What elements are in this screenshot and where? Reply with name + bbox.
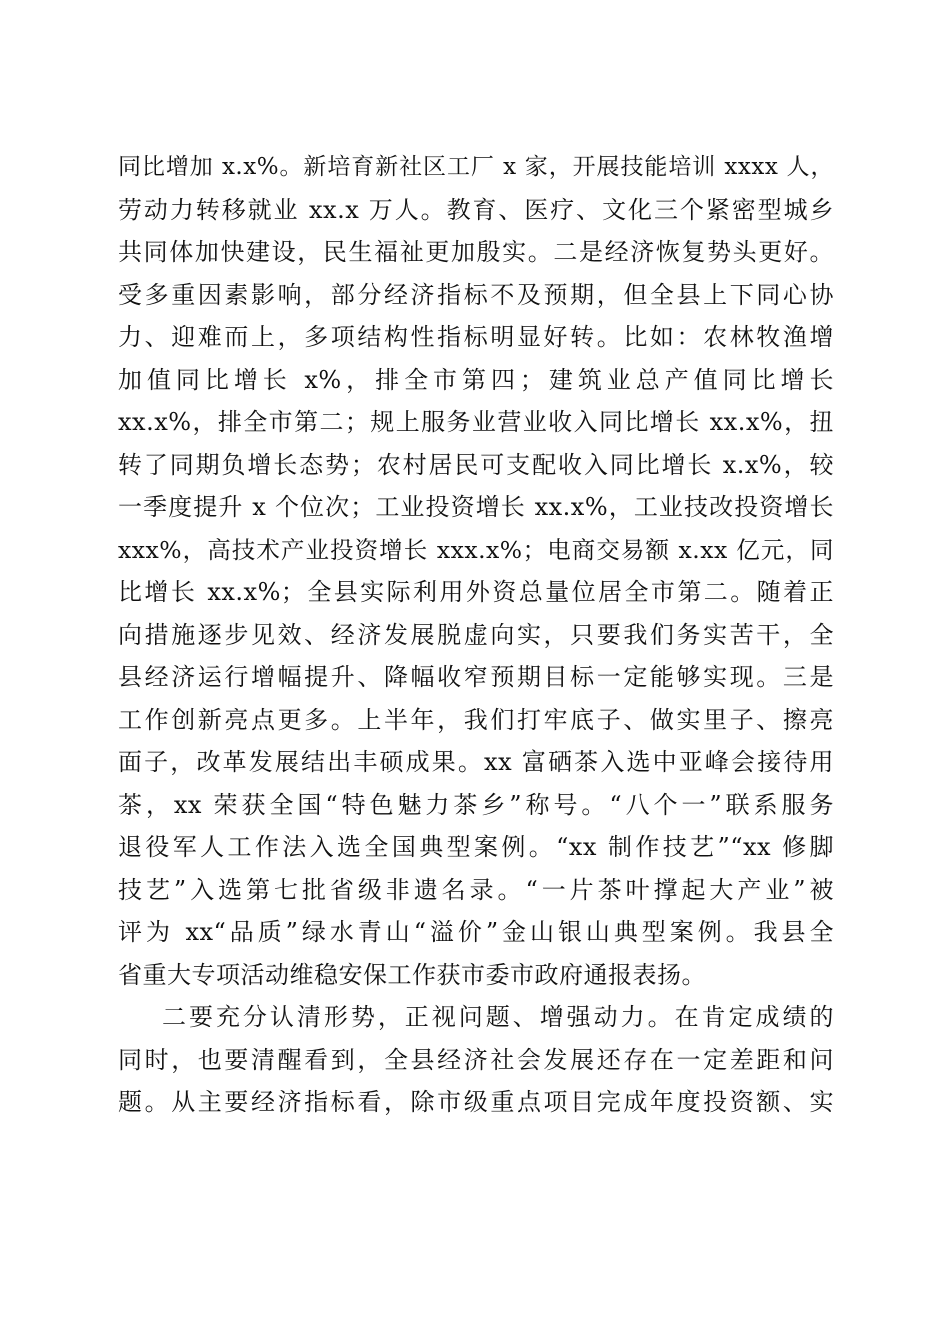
text-line: 比增长 xx.x%；全县实际利用外资总量位居全市第二。随着正 (118, 578, 834, 606)
text-line: 共同体加快建设，民生福祉更加殷实。二是经济恢复势头更好。 (118, 238, 834, 266)
text-line: 工作创新亮点更多。上半年，我们打牢底子、做实里子、擦亮 (118, 705, 834, 734)
text-line: 题。从主要经济指标看，除市级重点项目完成年度投资额、实 (118, 1088, 834, 1116)
text-line: 同时，也要清醒看到，全县经济社会发展还存在一定差距和问 (118, 1045, 834, 1074)
text-line: xx.x%，排全市第二；规上服务业营业收入同比增长 xx.x%，扭 (118, 408, 834, 436)
text-line: 向措施逐步见效、经济发展脱虚向实，只要我们务实苦干，全 (118, 620, 834, 649)
paragraph-last-line: 省重大专项活动维稳安保工作获市委市政府通报表扬。 (118, 960, 706, 989)
text-line: 受多重因素影响，部分经济指标不及预期，但全县上下同心协 (118, 280, 834, 309)
paragraph-first-line: 二要充分认清形势，正视问题、增强动力。在肯定成绩的 (162, 1003, 834, 1031)
text-line: 同比增加 x.x%。新培育新社区工厂 x 家，开展技能培训 xxxx 人， (118, 154, 834, 180)
text-line: 面子，改革发展结出丰硕成果。xx 富硒茶入选中亚峰会接待用 (118, 748, 834, 776)
text-line: 力、迎难而上，多项结构性指标明显好转。比如：农林牧渔增 (118, 323, 834, 351)
text-line: 转了同期负增长态势；农村居民可支配收入同比增长 x.x%，较 (118, 450, 834, 479)
text-line: 县经济运行增幅提升、降幅收窄预期目标一定能够实现。三是 (118, 663, 834, 691)
text-line: 一季度提升 x 个位次；工业投资增长 xx.x%，工业技改投资增长 (118, 493, 834, 521)
text-line: 劳动力转移就业 xx.x 万人。教育、医疗、文化三个紧密型城乡 (118, 195, 834, 224)
text-line: 退役军人工作法入选全国典型案例。“xx 制作技艺”“xx 修脚 (118, 833, 834, 861)
text-line: 加值同比增长 x%，排全市第四；建筑业总产值同比增长 (118, 365, 834, 394)
text-line: 技艺”入选第七批省级非遗名录。“一片茶叶撑起大产业”被 (118, 875, 834, 904)
text-line: 评为 xx“品质”绿水青山“溢价”金山银山典型案例。我县全 (118, 918, 834, 946)
text-line: 茶，xx 荣获全国“特色魅力茶乡”称号。“八个一”联系服务 (118, 790, 834, 819)
text-line: xxx%，高技术产业投资增长 xxx.x%；电商交易额 x.xx 亿元，同 (118, 535, 834, 564)
body-text (118, 146, 834, 1124)
